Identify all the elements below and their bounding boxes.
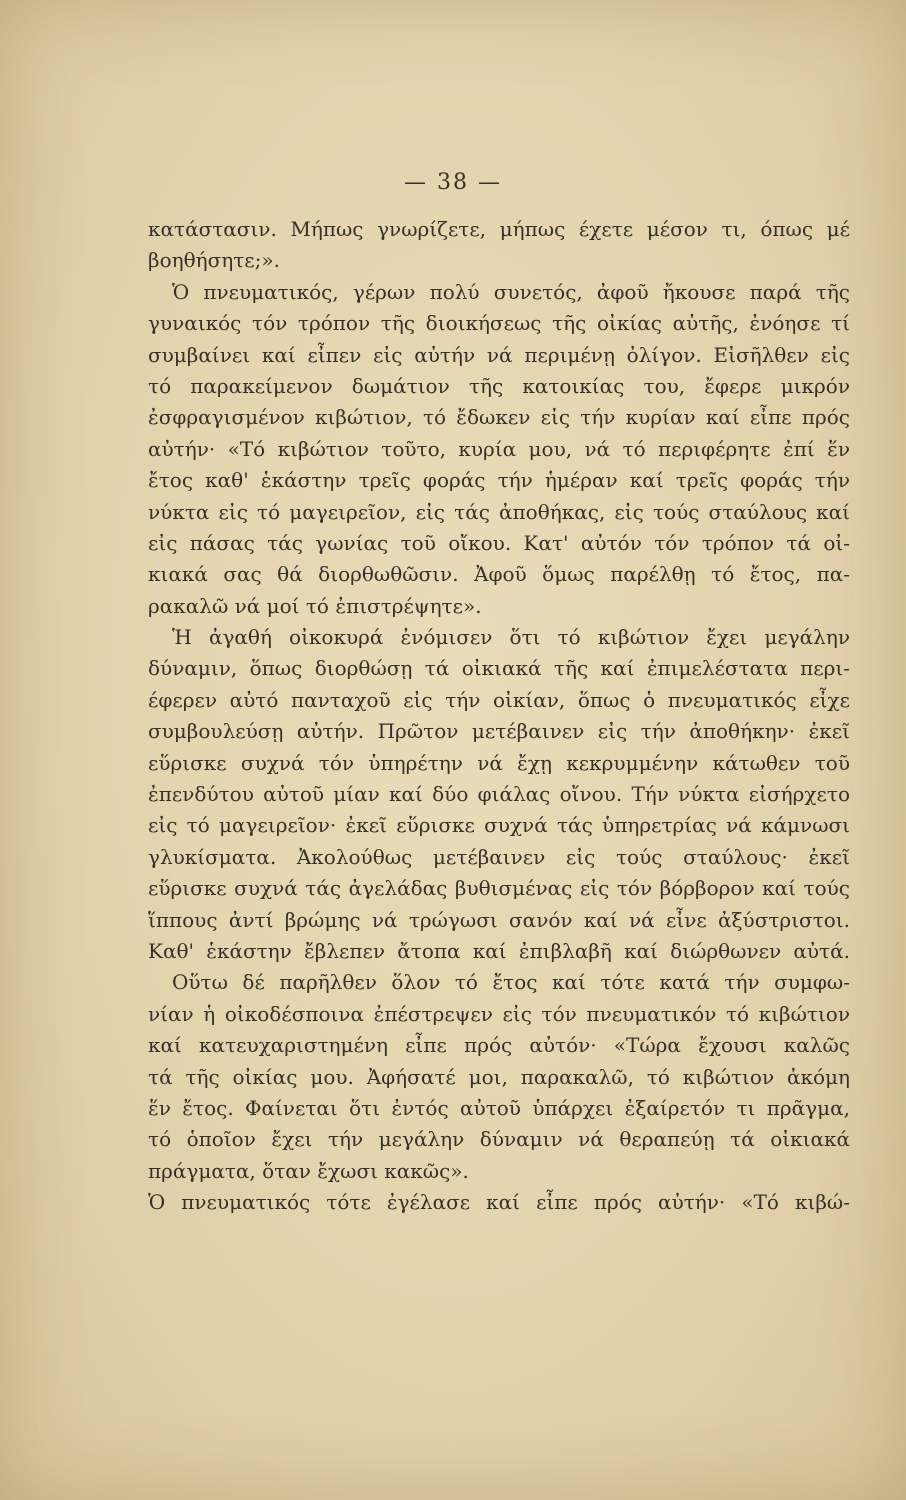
text-line: ἐπενδύτου αὐτοῦ μίαν καί δύο φιάλας οἴνου. Τήν νύκτα εἰσήρχετο xyxy=(148,782,850,807)
text-line: ἵππους ἀντί βρώμης νά τρώγωσι σανόν καί νά εἶνε ἀξύστριστοι. xyxy=(148,907,850,932)
text-line: νίαν ἡ οἰκοδέσποινα ἐπέστρεψεν εἰς τόν πνευματικόν τό κιβώτιον xyxy=(148,1001,850,1026)
text-line: ἔτος καθ' ἑκάστην τρεῖς φοράς τήν ἡμέραν καί τρεῖς φοράς τήν xyxy=(148,468,850,493)
text-line: βοηθήσητε;». xyxy=(148,248,281,273)
text-line: τό παρακείμενον δωμάτιον τῆς κατοικίας του, ἔφερε μικρόν xyxy=(148,373,850,398)
text-line: εὕρισκε συχνά τάς ἀγελάδας βυθισμένας εἰς τόν βόρβορον καί τούς xyxy=(148,876,850,901)
text-line: κατάστασιν. Μήπως γνωρίζετε, μήπως έχετε μέσον τι, όπως μέ xyxy=(148,217,850,241)
text-line: Ὁ πνευματικός, γέρων πολύ συνετός, ἀφοῦ ἤκουσε παρά τῆς xyxy=(172,279,850,304)
body-text xyxy=(148,214,850,1219)
text-line: τό ὁποῖον ἔχει τήν μεγάλην δύναμιν νά θεραπεύῃ τά οἰκιακά xyxy=(148,1127,850,1152)
text-line: Καθ' ἑκάστην ἔβλεπεν ἄτοπα καί ἐπιβλαβῆ καί διώρθωνεν αὐτά. xyxy=(148,938,850,963)
text-line: νύκτα εἰς τό μαγειρεῖον, εἰς τάς ἀποθήκας, εἰς τούς σταύλους καί xyxy=(148,499,850,524)
text-line: πράγματα, ὅταν ἔχωσι κακῶς». xyxy=(148,1158,469,1183)
text-line: εὕρισκε συχνά τόν ὑπηρέτην νά ἔχῃ κεκρυμμένην κάτωθεν τοῦ xyxy=(148,750,850,775)
text-line: συμβαίνει καί εἶπεν εἰς αὐτήν νά περιμένῃ ὀλίγον. Εἰσῆλθεν εἰς xyxy=(148,342,850,367)
text-line: κιακά σας θά διορθωθῶσιν. Ἀφοῦ ὅμως παρέλθῃ τό ἔτος, πα- xyxy=(148,562,850,587)
text-line: τά τῆς οἰκίας μου. Ἀφήσατέ μοι, παρακαλῶ, τό κιβώτιον ἀκόμη xyxy=(148,1064,850,1089)
text-line: ἐσφραγισμένον κιβώτιον, τό ἔδωκεν εἰς τήν κυρίαν καί εἶπε πρός xyxy=(148,405,850,430)
page-number: — 38 — xyxy=(404,170,502,195)
text-line: συμβουλεύσῃ αὐτήν. Πρῶτον μετέβαινεν εἰς τήν ἀποθήκην· ἐκεῖ xyxy=(148,719,850,744)
text-line: εἰς τό μαγειρεῖον· ἐκεῖ εὕρισκε συχνά τάς ὑπηρετρίας νά κάμνωσι xyxy=(148,813,850,838)
text-line: γυναικός τόν τρόπον τῆς διοικήσεως τῆς οἰκίας αὐτῆς, ἐνόησε τί xyxy=(148,311,850,336)
text-line: ἕν ἔτος. Φαίνεται ὅτι ἐντός αὐτοῦ ὑπάρχει ἐξαίρετόν τι πρᾶγμα, xyxy=(148,1095,850,1120)
text-line: Ὁ πνευματικός τότε ἐγέλασε καί εἶπε πρός αὐτήν· «Τό κιβώ- xyxy=(148,1190,850,1215)
text-line: αὐτήν· «Τό κιβώτιον τοῦτο, κυρία μου, νά τό περιφέρητε ἐπί ἕν xyxy=(148,436,850,461)
text-line: δύναμιν, ὅπως διορθώσῃ τά οἰκιακά τῆς καί ἐπιμελέστατα περι- xyxy=(148,656,850,681)
text-line: Οὕτω δέ παρῆλθεν ὅλον τό ἔτος καί τότε κατά τήν συμφω- xyxy=(172,970,850,995)
text-line: έφερεν αὐτό πανταχοῦ εἰς τήν οἰκίαν, ὅπως ὁ πνευματικός εἶχε xyxy=(148,687,850,712)
text-line: εἰς πάσας τάς γωνίας τοῦ οἴκου. Κατ' αὐτόν τόν τρόπον τά οἰ- xyxy=(148,530,850,555)
text-line: ρακαλῶ νά μοί τό ἐπιστρέψητε». xyxy=(148,593,482,618)
text-line: Ἡ ἀγαθή οἰκοκυρά ἐνόμισεν ὅτι τό κιβώτιον ἔχει μεγάλην xyxy=(172,625,850,650)
text-line: καί κατευχαριστημένη εἶπε πρός αὐτόν· «Τώρα ἔχουσι καλῶς xyxy=(148,1033,850,1058)
text-line: γλυκίσματα. Ἀκολούθως μετέβαινεν εἰς τούς σταύλους· ἐκεῖ xyxy=(148,844,850,869)
